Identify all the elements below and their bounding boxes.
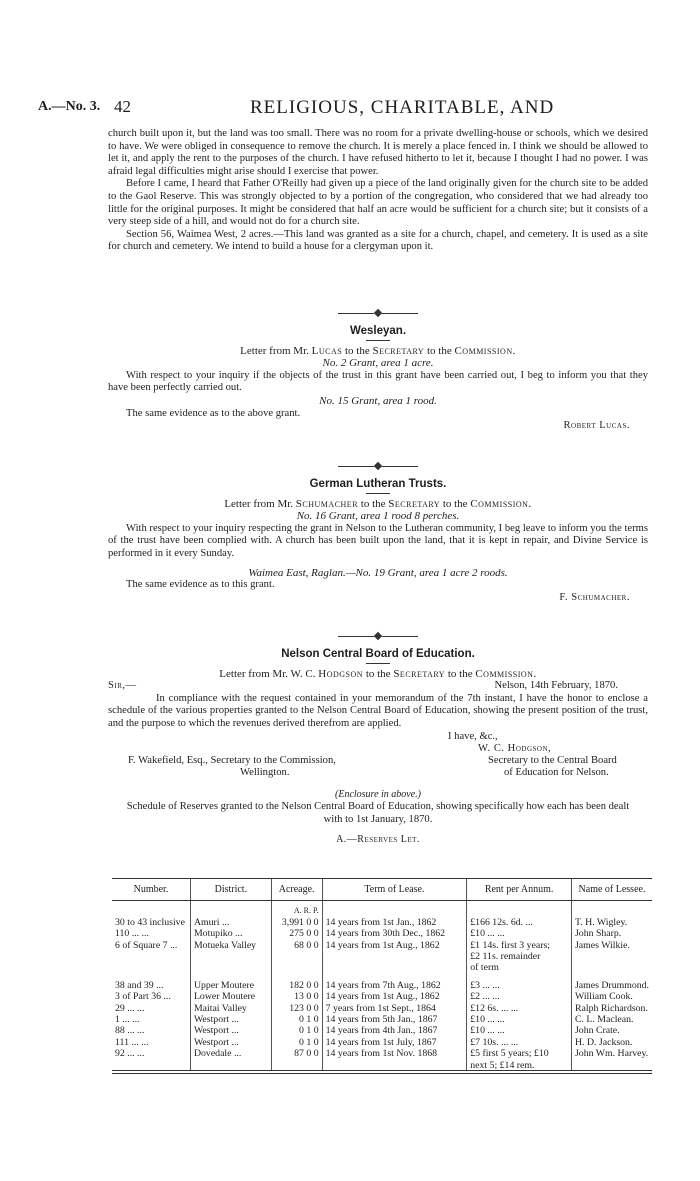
salutation: Sir,— xyxy=(108,680,137,692)
letter-title: Letter from Mr. Schumacher to the Secretary to the Commission. xyxy=(224,497,532,510)
table-cell-acreage: 3,991 0 0 xyxy=(271,917,322,928)
table-cell-rent: £1 14s. first 3 years; xyxy=(467,940,572,951)
table-row xyxy=(112,962,652,973)
table-cell-term: 14 years from 1st Aug., 1862 xyxy=(322,991,467,1002)
table-cell-number: 6 of Square 7 ... xyxy=(115,939,178,951)
letter-title: Letter from Mr. W. C. Hodgson to the Secretary to the Commission. xyxy=(219,667,537,680)
schedule-title: Schedule of Reserves granted to the Nelson Central Board of Education, showing specifically how each has been dealt with to 1st January, 1870. xyxy=(126,801,630,825)
section-heading: Wesleyan. xyxy=(349,325,407,337)
table-cell-term: 14 years from 30th Dec., 1862 xyxy=(322,928,467,939)
table-cell-rent: £10 ... ... xyxy=(467,1025,572,1036)
column-header: Name of Lessee. xyxy=(571,879,652,901)
paragraph: With respect to your inquiry respecting the grant in Nelson to the Lutheran community, I beg leave to inform you the terms of the trust have been complied with. A church has been built upon the land, that it is kept in repair, and Divine Service is performed in it every Sunday. xyxy=(108,522,648,559)
schedule-section: A.—Reserves Let. xyxy=(336,834,420,846)
table-row xyxy=(112,940,652,951)
table-cell-rent: £7 10s. ... ... xyxy=(467,1037,572,1048)
column-header: Acreage. xyxy=(271,879,322,901)
paragraph: In compliance with the request contained in your memorandum of the 7th instant, I have the honor to enclose a schedule of the various properties granted to the Nelson Central Board of Education, showing the present position of the trust, and the purpose to which the revenues derived therefrom are applied. xyxy=(108,692,648,729)
section-divider xyxy=(108,307,648,319)
table-cell-acreage: 182 0 0 xyxy=(271,974,322,991)
table-cell-term: 7 years from 1st Sept., 1864 xyxy=(322,1003,467,1014)
table-cell-rent: £3 ... ... xyxy=(467,974,572,991)
table-cell-number xyxy=(112,962,190,973)
table-cell-number: 88 ... ... xyxy=(115,1025,145,1037)
section-divider xyxy=(108,460,648,472)
table-row xyxy=(112,974,652,991)
grant-line: No. 15 Grant, area 1 rood. xyxy=(319,394,437,407)
table-cell-number: 1 ... ... xyxy=(115,1014,140,1026)
table-cell-number xyxy=(112,951,190,962)
table-cell-rent: £2 11s. remainder xyxy=(467,951,572,962)
table-cell-acreage: 68 0 0 xyxy=(271,940,322,951)
table-cell-number: 111 ... ... xyxy=(115,1036,149,1048)
letter-signoff xyxy=(108,730,648,778)
table-cell-term xyxy=(322,962,467,973)
table-cell-district: Lower Moutere xyxy=(190,991,271,1002)
wesleyan-section xyxy=(108,307,648,433)
table-bottom-rule xyxy=(112,1070,652,1071)
table-cell-rent: £166 12s. 6d. ... xyxy=(467,917,572,928)
table-cell-district: Westport ... xyxy=(190,1014,271,1025)
signatory-name: W. C. Hodgson, xyxy=(478,742,552,754)
heading-rule xyxy=(366,340,390,341)
table-cell-lessee: C. L. Maclean. xyxy=(571,1014,652,1025)
table-cell-rent: £12 6s. ... ... xyxy=(467,1003,572,1014)
table-row xyxy=(112,951,652,962)
table-cell-lessee: John Wm. Harvey. xyxy=(571,1048,652,1059)
section-heading: German Lutheran Trusts. xyxy=(309,478,447,490)
table-header-row xyxy=(112,879,652,901)
nelson-board-section xyxy=(108,630,648,847)
column-header: District. xyxy=(190,879,271,901)
paragraph: church built upon it, but the land was too small. There was no room for a private dwelling-house or schools, which we desired to have. We were obliged in consequence to remove the church. It is merely a place fenced in. I think we should be allowed to let it, and apply the rent to the purposes of the church. I have refused hitherto to let it, because I thought I had no power. I was afraid legal difficulties might arise should I exercise that power. xyxy=(108,128,648,177)
signatory-title: of Education for Nelson. xyxy=(504,766,609,778)
place-date: Nelson, 14th February, 1870. xyxy=(494,680,618,692)
running-title: RELIGIOUS, CHARITABLE, AND xyxy=(250,97,555,118)
signatory-title: Secretary to the Central Board xyxy=(488,754,617,766)
column-header: Term of Lease. xyxy=(322,879,467,901)
table-cell-lessee: James Wilkie. xyxy=(571,940,652,951)
reserves-table xyxy=(112,878,652,1071)
grant-line: Waimea East, Raglan.—No. 19 Grant, area 1 acre 2 roods. xyxy=(248,566,508,579)
table-cell-acreage: 123 0 0 xyxy=(271,1003,322,1014)
table-cell-number: 3 of Part 36 ... xyxy=(115,991,171,1003)
paragraph: Section 56, Waimea West, 2 acres.—This land was granted as a site for a church, chapel, and cemetery. It is used as a site for church and cemetery. We intend to build a house for a clergyman upon it. xyxy=(108,228,648,253)
table-cell-district xyxy=(190,951,271,962)
table-cell-number: 92 ... ... xyxy=(115,1048,145,1060)
table-cell-rent: next 5; £14 rem. xyxy=(467,1060,572,1071)
table-cell-term: 14 years from 5th Jan., 1867 xyxy=(322,1014,467,1025)
table-cell-term: 14 years from 1st Jan., 1862 xyxy=(322,917,467,928)
table-row xyxy=(112,928,652,939)
table-cell-lessee: T. H. Wigley. xyxy=(571,917,652,928)
table-cell-lessee: James Drummond. xyxy=(571,974,652,991)
paragraph: Before I came, I heard that Father O'Reilly had given up a piece of the land originally given for the church site to be added to the Gaol Reserve. This was strongly objected to by a portion of the congregation, who considered that we had already too little for the original purposes. It might be considered that half an acre would be sufficient for a church site; but it consists of a very steep side of a hill, and would not do for a church site. xyxy=(108,178,648,228)
acreage-units: A. R. P. xyxy=(271,901,322,917)
table-cell-acreage: 275 0 0 xyxy=(271,928,322,939)
table-cell-term: 14 years from 4th Jan., 1867 xyxy=(322,1025,467,1036)
addressee: F. Wakefield, Esq., Secretary to the Commission, xyxy=(128,754,336,766)
units-row xyxy=(112,901,652,917)
table-row xyxy=(112,991,652,1002)
table-cell-district: Motueka Valley xyxy=(190,940,271,951)
table-cell-acreage: 0 1 0 xyxy=(271,1037,322,1048)
table-cell-district: Amuri ... xyxy=(190,917,271,928)
table-cell-acreage: 0 1 0 xyxy=(271,1025,322,1036)
table-cell-district: Westport ... xyxy=(190,1025,271,1036)
table-cell-rent: £2 ... ... xyxy=(467,991,572,1002)
table-cell-term: 14 years from 1st Aug., 1862 xyxy=(322,940,467,951)
table-cell-rent: £5 first 5 years; £10 xyxy=(467,1048,572,1059)
section-heading: Nelson Central Board of Education. xyxy=(281,648,475,660)
table-cell-district xyxy=(190,962,271,973)
table-cell-lessee: John Sharp. xyxy=(571,928,652,939)
table-cell-number: 29 ... ... xyxy=(115,1002,145,1014)
table-cell-lessee: William Cook. xyxy=(571,991,652,1002)
table-cell-term xyxy=(322,951,467,962)
table-cell-rent: £10 ... ... xyxy=(467,928,572,939)
paragraph: The same evidence as to this grant. xyxy=(126,579,275,591)
paragraph: The same evidence as to the above grant. xyxy=(126,407,301,419)
table-row xyxy=(112,1003,652,1014)
table-cell-district: Dovedale ... xyxy=(190,1048,271,1059)
signature: Robert Lucas. xyxy=(563,420,630,432)
section-divider xyxy=(108,630,648,642)
table-cell-acreage: 13 0 0 xyxy=(271,991,322,1002)
closing: I have, &c., xyxy=(448,730,498,742)
catholic-section xyxy=(108,128,648,254)
table-cell-term: 14 years from 1st Nov. 1868 xyxy=(322,1048,467,1059)
signature: F. Schumacher. xyxy=(559,591,630,603)
table-cell-rent: of term xyxy=(467,962,572,973)
enclosure-note: (Enclosure in above.) xyxy=(335,788,421,800)
paragraph: With respect to your inquiry if the objects of the trust in this grant have been carried out, I beg to inform you that they have been perfectly carried out. xyxy=(108,369,648,394)
table-cell-district: Maitai Valley xyxy=(190,1003,271,1014)
table-row xyxy=(112,917,652,928)
letter-title: Letter from Mr. Lucas to the Secretary to the Commission. xyxy=(240,344,516,357)
table-cell-district: Westport ... xyxy=(190,1037,271,1048)
lutheran-section xyxy=(108,460,648,604)
column-header: Rent per Annum. xyxy=(467,879,572,901)
heading-rule xyxy=(366,663,390,664)
heading-rule xyxy=(366,493,390,494)
column-header: Number. xyxy=(112,879,190,901)
salutation-line xyxy=(108,680,648,693)
table-cell-acreage: 0 1 0 xyxy=(271,1014,322,1025)
addressee-place: Wellington. xyxy=(240,766,290,778)
table-cell-acreage xyxy=(271,951,322,962)
table-cell-lessee: John Crate. xyxy=(571,1025,652,1036)
page-number: 42 xyxy=(114,97,131,116)
table-cell-number: 38 and 39 ... xyxy=(115,979,164,991)
table-bottom-rule xyxy=(112,1073,652,1074)
table-cell-term: 14 years from 7th Aug., 1862 xyxy=(322,974,467,991)
table-cell-lessee xyxy=(571,962,652,973)
table-cell-lessee: Ralph Richardson. xyxy=(571,1003,652,1014)
table-cell-district: Upper Moutere xyxy=(190,974,271,991)
table-cell-district: Motupiko ... xyxy=(190,928,271,939)
table-row xyxy=(112,1014,652,1025)
table-row xyxy=(112,1037,652,1048)
table-cell-rent: £10 ... ... xyxy=(467,1014,572,1025)
table-cell-number: 110 ... ... xyxy=(115,928,149,940)
table-cell-term: 14 years from 1st July, 1867 xyxy=(322,1037,467,1048)
table-row xyxy=(112,1048,652,1059)
table-cell-lessee xyxy=(571,951,652,962)
grant-line: No. 16 Grant, area 1 rood 8 perches. xyxy=(296,510,460,523)
table-row xyxy=(112,1025,652,1036)
table-cell-acreage: 87 0 0 xyxy=(271,1048,322,1059)
grant-line: No. 2 Grant, area 1 acre. xyxy=(322,357,434,370)
table-cell-number: 30 to 43 inclusive xyxy=(115,916,185,928)
table-cell-lessee: H. D. Jackson. xyxy=(571,1037,652,1048)
table-cell-acreage xyxy=(271,962,322,973)
page-reference: A.—No. 3. xyxy=(38,99,101,114)
